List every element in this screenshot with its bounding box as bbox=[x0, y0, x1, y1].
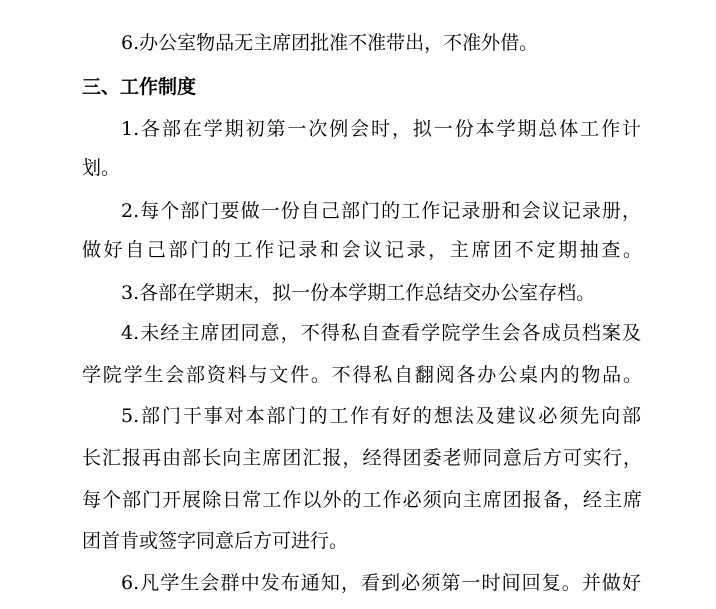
section-heading: 三、工作制度 bbox=[82, 76, 197, 98]
rule-4-line-1: 4.未经主席团同意，不得私自查看学院学生会各成员档案及 bbox=[121, 322, 641, 344]
rule-2-line-1: 2.每个部门要做一份自己部门的工作记录册和会议记录册， bbox=[121, 200, 641, 222]
rule-2-line-2: 做好自己部门的工作记录和会议记录，主席团不定期抽查。 bbox=[82, 239, 642, 261]
rule-5-line-3: 每个部门开展除日常工作以外的工作必须向主席团报备，经主席 bbox=[82, 489, 642, 511]
rule-5-line-4: 团首肯或签字同意后方可进行。 bbox=[82, 530, 349, 552]
rule-line-office-items: 6.办公室物品无主席团批准不准带出，不准外借。 bbox=[121, 32, 539, 54]
rule-5-line-2: 长汇报再由部长向主席团汇报，经得团委老师同意后方可实行， bbox=[82, 447, 642, 469]
rule-3-line-1: 3.各部在学期末，拟一份本学期工作总结交办公室存档。 bbox=[121, 282, 596, 304]
rule-1-line-1: 1.各部在学期初第一次例会时，拟一份本学期总体工作计 bbox=[121, 118, 641, 140]
rule-1-line-2: 划。 bbox=[82, 157, 121, 179]
rule-4-line-2: 学院学生会部资料与文件。不得私自翻阅各办公桌内的物品。 bbox=[82, 364, 642, 386]
rule-6-line-1: 6.凡学生会群中发布通知，看到必须第一时间回复。并做好 bbox=[121, 572, 641, 594]
rule-5-line-1: 5.部门干事对本部门的工作有好的想法及建议必须先向部 bbox=[121, 405, 641, 427]
